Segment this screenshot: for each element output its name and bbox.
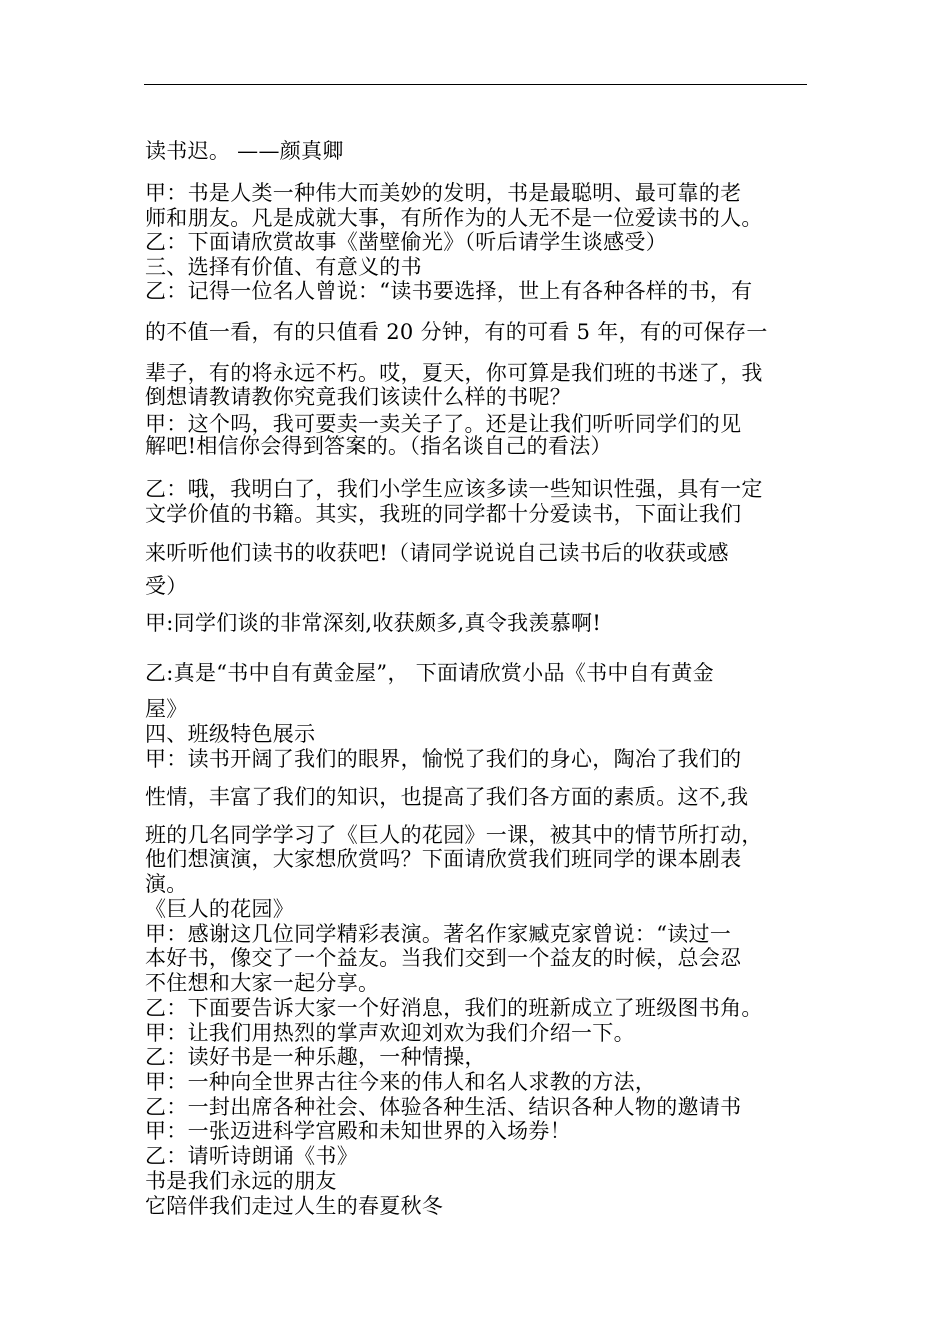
text-line: 他们想演演，大家想欣赏吗？下面请欣赏我们班同学的课本剧表 (145, 847, 742, 871)
text-line: 乙：下面请欣赏故事《凿壁偷光》（听后请学生谈感受） (145, 230, 667, 254)
text-line: 不住想和大家一起分享。 (145, 971, 380, 995)
text-line: 受） (145, 574, 188, 598)
text-line: 乙：下面要告诉大家一个好消息，我们的班新成立了班级图书角。 (145, 996, 763, 1020)
text-line: 演。 (145, 872, 188, 896)
text-line: 的不值一看，有的只值看 20 分钟，有的可看 5 年，有的可保存一 (145, 320, 768, 344)
section-heading: 四、班级特色展示 (145, 722, 316, 746)
header-rule (144, 84, 807, 85)
text-line: 乙：记得一位名人曾说：“读书要选择，世上有各种各样的书，有 (145, 279, 753, 303)
text-line: 甲:同学们谈的非常深刻,收获颇多,真令我羡慕啊! (145, 611, 602, 635)
text-line: 乙：哦，我明白了，我们小学生应该多读一些知识性强，具有一定 (145, 477, 763, 501)
text-line: 来听听他们读书的收获吧!（请同学说说自己读书后的收获或感 (145, 541, 729, 565)
text-line: 甲：读书开阔了我们的眼界，愉悦了我们的身心，陶冶了我们的 (145, 747, 742, 771)
text-line: 辈子，有的将永远不朽。哎，夏天，你可算是我们班的书迷了，我 (145, 361, 763, 385)
text-line: 乙：请听诗朗诵《书》 (145, 1144, 358, 1168)
section-heading: 三、选择有价值、有意义的书 (145, 255, 422, 279)
text-line: 性情，丰富了我们的知识，也提高了我们各方面的素质。这不,我 (145, 785, 749, 809)
text-line: 本好书，像交了一个益友。当我们交到一个益友的时候，总会忍 (145, 946, 742, 970)
text-line: 解吧!相信你会得到答案的。（指名谈自己的看法） (145, 434, 612, 458)
text-line: 甲：这个吗，我可要卖一卖关子了。还是让我们听听同学们的见 (145, 412, 742, 436)
text-line: 甲：书是人类一种伟大而美妙的发明，书是最聪明、最可靠的老 (145, 181, 742, 205)
text-line: 甲：让我们用热烈的掌声欢迎刘欢为我们介绍一下。 (145, 1021, 635, 1045)
text-line: 班的几名同学学习了《巨人的花园》一课，被其中的情节所打动， (145, 823, 763, 847)
text-line: 读书迟。 ——颜真卿 (145, 139, 344, 163)
text-line: 文学价值的书籍。其实，我班的同学都十分爱读书，下面让我们 (145, 502, 742, 526)
poem-line: 它陪伴我们走过人生的春夏秋冬 (145, 1194, 444, 1218)
text-line: 师和朋友。凡是成就大事，有所作为的人无不是一位爱读书的人。 (145, 206, 763, 230)
text-line: 乙:真是“书中自有黄金屋”， 下面请欣赏小品《书中自有黄金 (145, 661, 714, 685)
text-line: 《巨人的花园》 (145, 897, 295, 921)
text-line: 甲：感谢这几位同学精彩表演。著名作家臧克家曾说：“读过一 (145, 922, 732, 946)
text-line: 倒想请教请教你究竟我们该读什么样的书呢？ (145, 385, 571, 409)
text-line: 甲：一张迈进科学宫殿和未知世界的入场券！ (145, 1119, 571, 1143)
text-line: 甲：一种向全世界古往今来的伟人和名人求教的方法， (145, 1070, 657, 1094)
text-line: 乙：读好书是一种乐趣，一种情操， (145, 1045, 486, 1069)
text-line: 乙：一封出席各种社会、体验各种生活、结识各种人物的邀请书 (145, 1095, 742, 1119)
text-line: 屋》 (145, 697, 188, 721)
poem-line: 书是我们永远的朋友 (145, 1169, 337, 1193)
